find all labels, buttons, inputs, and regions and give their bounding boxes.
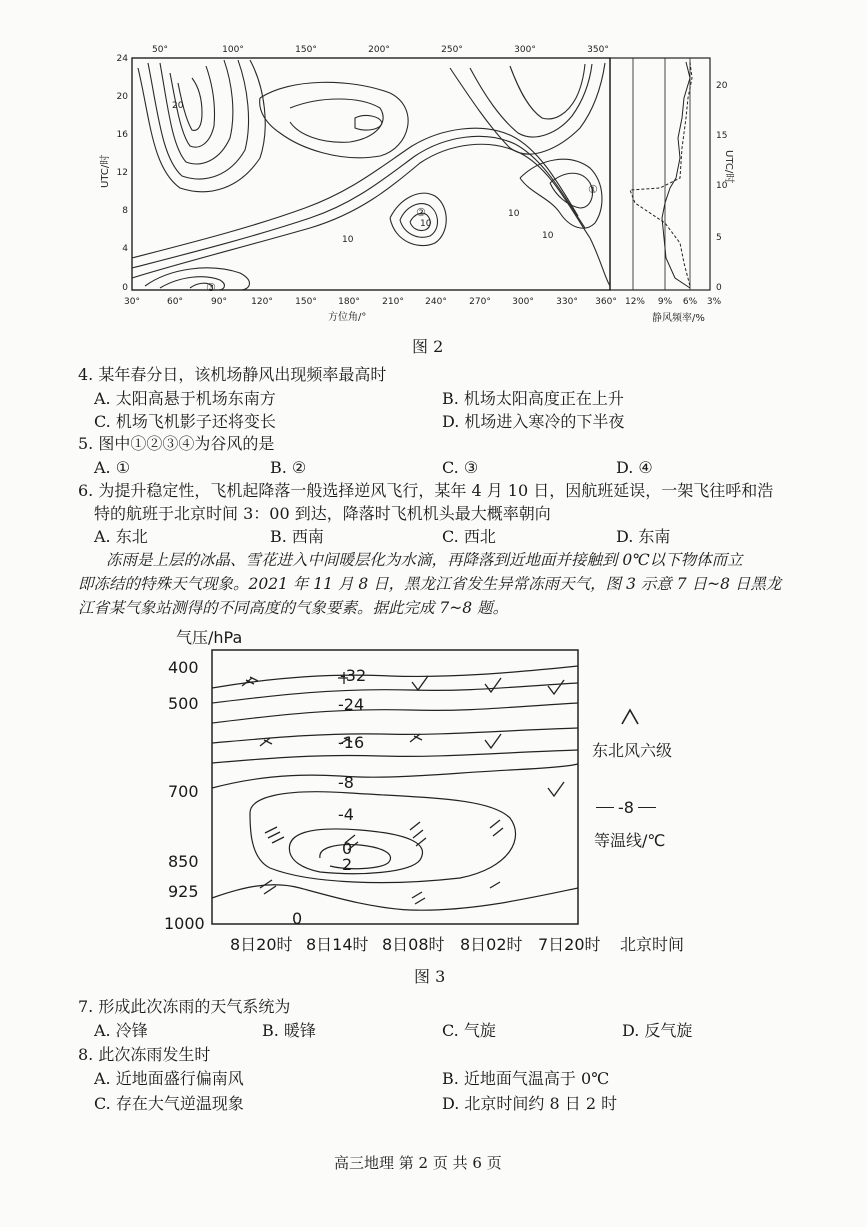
q6-option-c[interactable]: C. 西北: [442, 527, 496, 546]
q7-option-b[interactable]: B. 暖锋: [262, 1021, 316, 1040]
q8-option-a[interactable]: A. 近地面盛行偏南风: [94, 1069, 244, 1088]
fig2-bottom-tick: 120°: [251, 297, 273, 307]
fig2-right-y-tick: 15: [716, 131, 728, 141]
fig2-contour-label: 10: [420, 219, 432, 229]
q6-option-d[interactable]: D. 东南: [616, 527, 671, 546]
fig2-y-tick: 4: [122, 244, 128, 254]
q7-option-d[interactable]: D. 反气旋: [622, 1021, 693, 1040]
fig2-right-x-tick: 3%: [706, 297, 722, 307]
q4-option-a[interactable]: A. 太阳高悬于机场东南方: [94, 389, 276, 408]
fig2-right-x-label: 静风频率/%: [652, 313, 705, 324]
fig3-y-tick: 1000: [164, 914, 205, 933]
question-7-stem: 7. 形成此次冻雨的天气系统为: [78, 997, 291, 1016]
isotherm-label: -4: [338, 805, 354, 824]
fig2-y-label: UTC/时: [100, 154, 111, 188]
fig2-right-y-label: UTC/时: [723, 150, 734, 184]
question-6-stem-cont: 特的航班于北京时间 3：00 到达，降落时飞机机头最大概率朝向: [94, 504, 551, 523]
fig2-bottom-tick: 300°: [512, 297, 534, 307]
fig2-marker-3: ③: [206, 281, 216, 294]
fig2-right-x-tick: 12%: [624, 297, 646, 307]
legend-wind-label: 东北风六级: [592, 741, 673, 760]
isotherm-label: 0: [292, 909, 303, 928]
figure-2: [90, 38, 734, 338]
q4-option-c[interactable]: C. 机场飞机影子还将变长: [94, 412, 276, 431]
fig2-right-y-tick: 10: [716, 181, 728, 191]
fig2-bottom-tick: 150°: [295, 297, 317, 307]
wind-barb-legend-icon: [616, 704, 646, 730]
q4-option-d[interactable]: D. 机场进入寒冷的下半夜: [442, 412, 625, 431]
isotherm-label: -24: [338, 695, 365, 714]
fig2-y-tick: 24: [116, 54, 128, 64]
figure-2-caption: 图 2: [412, 337, 444, 356]
question-4-stem: 4. 某年春分日，该机场静风出现频率最高时: [78, 365, 387, 384]
fig2-marker-1: ①: [588, 183, 598, 196]
q6-option-a[interactable]: A. 东北: [94, 527, 148, 546]
fig3-y-title: 气压/hPa: [176, 628, 243, 647]
fig2-right-y-tick: 0: [716, 283, 722, 293]
fig3-y-tick: 850: [168, 852, 199, 871]
q7-option-c[interactable]: C. 气旋: [442, 1021, 496, 1040]
fig2-bottom-tick: 90°: [211, 297, 227, 307]
fig3-y-tick: 500: [168, 694, 199, 713]
q6-option-b[interactable]: B. 西南: [270, 527, 324, 546]
legend-isotherm-label: 等温线/℃: [594, 831, 666, 850]
fig2-top-tick: 200°: [368, 45, 390, 55]
fig3-x-tick: 8日14时: [306, 935, 369, 954]
fig2-top-tick: 250°: [441, 45, 463, 55]
fig2-bottom-tick: 330°: [556, 297, 578, 307]
fig2-y-tick: 8: [122, 206, 128, 216]
fig2-marker-2: ②: [416, 206, 426, 219]
figure-3: [210, 648, 582, 928]
q5-option-c[interactable]: C. ③: [442, 458, 479, 477]
question-5-stem: 5. 图中①②③④为谷风的是: [78, 434, 275, 453]
fig2-y-tick: 12: [116, 168, 128, 178]
fig3-x-tick: 8日20时: [230, 935, 293, 954]
fig2-contour-label: 10: [542, 231, 554, 241]
fig2-contour-label: 10: [342, 235, 354, 245]
fig2-bottom-tick: 270°: [469, 297, 491, 307]
fig2-contour-label: 20: [172, 101, 184, 111]
fig2-bottom-tick: 30°: [124, 297, 140, 307]
fig2-bottom-tick: 360°: [595, 297, 617, 307]
fig2-top-tick: 300°: [514, 45, 536, 55]
q7-option-a[interactable]: A. 冷锋: [94, 1021, 148, 1040]
q5-option-d[interactable]: D. ④: [616, 458, 653, 477]
passage-line-3: 江省某气象站测得的不同高度的气象要素。据此完成 7~8 题。: [78, 599, 509, 617]
fig2-bottom-tick: 180°: [338, 297, 360, 307]
isotherm-label: -8: [338, 773, 354, 792]
passage-line-1: 冻雨是上层的冰晶、雪花进入中间暖层化为水滴，再降落到近地面并接触到 0℃以下物体而立: [106, 551, 743, 569]
fig2-y-tick: 20: [116, 92, 128, 102]
fig2-bottom-tick: 60°: [167, 297, 183, 307]
q5-option-b[interactable]: B. ②: [270, 458, 307, 477]
isotherm-label: 2: [342, 855, 353, 874]
fig2-right-x-tick: 9%: [657, 297, 673, 307]
fig2-top-tick: 100°: [222, 45, 244, 55]
fig2-top-tick: 50°: [152, 45, 168, 55]
question-8-stem: 8. 此次冻雨发生时: [78, 1045, 211, 1064]
isotherm-label: 0: [342, 839, 353, 858]
legend-isotherm-sample: [596, 798, 656, 817]
fig3-y-tick: 700: [168, 782, 199, 801]
fig2-y-tick: 0: [122, 283, 128, 293]
q8-option-c[interactable]: C. 存在大气逆温现象: [94, 1094, 244, 1113]
fig2-y-tick: 16: [116, 130, 128, 140]
fig2-bottom-tick: 210°: [382, 297, 404, 307]
fig2-contour-label: 10: [508, 209, 520, 219]
fig2-right-y-tick: 20: [716, 81, 728, 91]
fig2-right-x-tick: 6%: [682, 297, 698, 307]
q5-option-a[interactable]: A. ①: [94, 458, 131, 477]
page-footer: 高三地理 第 2 页 共 6 页: [334, 1154, 502, 1172]
fig2-right-y-tick: 5: [716, 233, 722, 243]
question-6-stem: 6. 为提升稳定性，飞机起降落一般选择逆风飞行，某年 4 月 10 日，因航班延误，一架飞往呼和浩: [78, 481, 774, 500]
fig3-x-tick: 8日08时: [382, 935, 445, 954]
fig3-y-tick: 400: [168, 658, 199, 677]
fig2-bottom-tick: 240°: [425, 297, 447, 307]
fig3-x-tick: 7日20时: [538, 935, 601, 954]
figure-3-caption: 图 3: [414, 967, 446, 986]
fig3-x-tick: 8日02时: [460, 935, 523, 954]
q8-option-b[interactable]: B. 近地面气温高于 0℃: [442, 1069, 610, 1088]
isotherm-label: -16: [338, 733, 365, 752]
fig3-y-tick: 925: [168, 882, 199, 901]
fig2-top-tick: 150°: [295, 45, 317, 55]
q4-option-b[interactable]: B. 机场太阳高度正在上升: [442, 389, 624, 408]
isotherm-label: -32: [340, 666, 367, 685]
fig2-top-tick: 350°: [587, 45, 609, 55]
q8-option-d[interactable]: D. 北京时间约 8 日 2 时: [442, 1094, 618, 1113]
legend-isotherm-value: -8: [618, 798, 634, 817]
passage-line-2: 即冻结的特殊天气现象。2021 年 11 月 8 日，黑龙江省发生异常冻雨天气，图 3 示意 7 日~8 日黑龙: [78, 575, 782, 593]
fig3-x-title: 北京时间: [620, 935, 685, 954]
fig2-x-label: 方位角/°: [328, 312, 367, 323]
